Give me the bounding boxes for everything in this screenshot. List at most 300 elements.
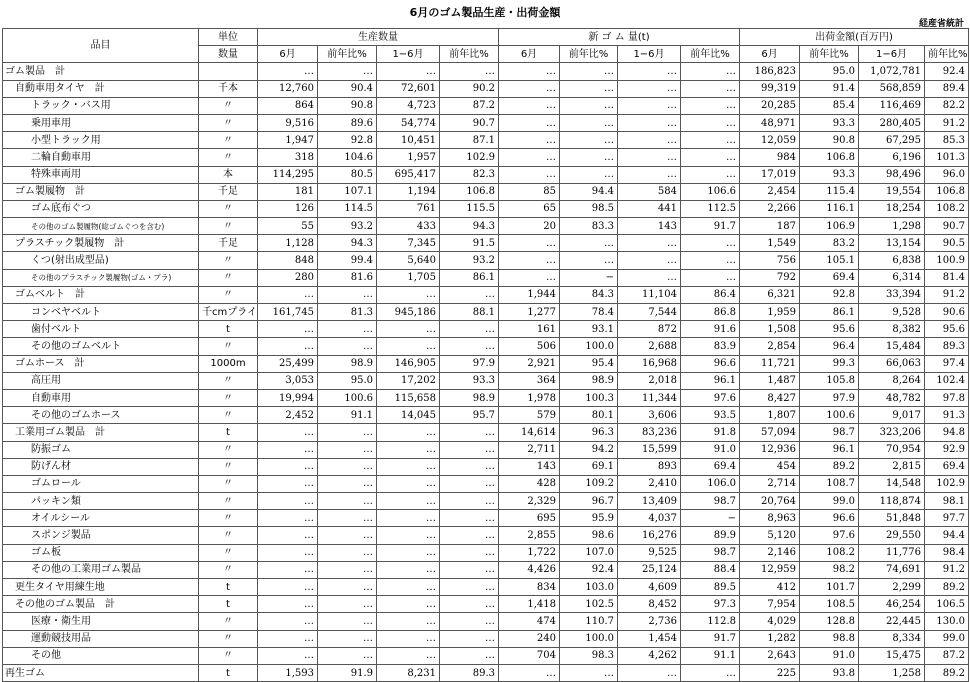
row-value-cell: 5,640 [377,252,440,269]
row-value-cell: 4,037 [618,510,681,527]
row-unit: 〃 [199,372,258,389]
row-value-cell: … [318,510,377,527]
row-value-cell: … [258,561,318,578]
header-sub: 6月 [740,46,800,63]
row-value-cell: … [377,286,440,303]
row-item-name: その他のプラスチック製履物(ゴム・プラ) [3,269,199,286]
row-value-cell: 88.4 [681,561,740,578]
row-value-cell: … [318,338,377,355]
row-value-cell: 90.8 [800,132,859,149]
row-value-cell: 96.4 [800,338,859,355]
row-value-cell: … [440,527,499,544]
row-value-cell: 8,382 [859,321,925,338]
row-value-cell: … [377,63,440,80]
row-value-cell: 18,254 [859,200,925,217]
row-value-cell: 91.0 [800,647,859,664]
header-sub: 前年比% [925,46,969,63]
row-value-cell: 9,017 [859,407,925,424]
row-value-cell: 96.6 [800,510,859,527]
row-value-cell: … [440,647,499,664]
row-value-cell: … [377,527,440,544]
row-value-cell: … [258,510,318,527]
row-value-cell: 13,154 [859,235,925,252]
row-value-cell: … [258,475,318,492]
row-item-name: 運動競技用品 [3,630,199,647]
row-item-name: 工業用ゴム製品 計 [3,424,199,441]
row-value-cell: 69.4 [925,458,969,475]
row-value-cell: … [440,561,499,578]
row-value-cell: 11,776 [859,544,925,561]
row-value-cell: … [560,664,618,681]
row-value-cell: 761 [377,200,440,217]
row-value-cell: 4,609 [618,579,681,596]
row-value-cell: … [377,493,440,510]
row-unit: 〃 [199,441,258,458]
table-row [3,630,969,647]
table-row [3,424,969,441]
row-value-cell: 98.7 [681,544,740,561]
row-value-cell: 115.5 [440,200,499,217]
row-item-name: 自動車用タイヤ 計 [3,80,199,97]
row-value-cell: 7,544 [618,304,681,321]
header-sub: 6月 [499,46,560,63]
row-value-cell: 82.2 [925,97,969,114]
row-value-cell: 100.0 [560,338,618,355]
row-value-cell: 19,994 [258,389,318,406]
row-value-cell: 1,282 [740,630,800,647]
row-value-cell: 106.9 [800,218,859,235]
row-value-cell: 91.5 [440,235,499,252]
row-value-cell: … [318,458,377,475]
row-value-cell: … [318,63,377,80]
row-value-cell: 82.3 [440,166,499,183]
table-row [3,458,969,475]
table-row [3,389,969,406]
row-value-cell: 83.2 [800,235,859,252]
table-row [3,269,969,286]
row-item-name: 高圧用 [3,372,199,389]
row-value-cell: … [318,596,377,613]
table-row [3,252,969,269]
row-value-cell: 107.1 [318,183,377,200]
row-value-cell: 187 [740,218,800,235]
row-value-cell: 98.6 [560,527,618,544]
row-value-cell: 12,936 [740,441,800,458]
table-row [3,372,969,389]
row-value-cell: 100.0 [560,630,618,647]
row-item-name: その他 [3,647,199,664]
row-value-cell: 93.3 [800,166,859,183]
row-value-cell: 146,905 [377,355,440,372]
row-value-cell: 89.6 [318,114,377,131]
row-value-cell: 91.0 [681,441,740,458]
row-unit: 〃 [199,475,258,492]
row-value-cell: 579 [499,407,560,424]
table-row [3,63,969,80]
row-value-cell: 83.9 [681,338,740,355]
row-value-cell: … [377,544,440,561]
row-value-cell: … [318,424,377,441]
row-value-cell: 792 [740,269,800,286]
row-value-cell: 318 [258,149,318,166]
row-value-cell: … [318,321,377,338]
table-row [3,613,969,630]
row-item-name: ゴム製品 計 [3,63,199,80]
row-value-cell: 2,711 [499,441,560,458]
row-value-cell: 695,417 [377,166,440,183]
row-value-cell: 2,643 [740,647,800,664]
row-value-cell: 22,445 [859,613,925,630]
row-value-cell: 98.9 [318,355,377,372]
row-value-cell: 323,206 [859,424,925,441]
row-value-cell: … [258,630,318,647]
row-value-cell: … [377,596,440,613]
row-value-cell: 872 [618,321,681,338]
row-value-cell: 115,658 [377,389,440,406]
row-value-cell: 1,418 [499,596,560,613]
row-value-cell: 100.6 [318,389,377,406]
row-value-cell: 2,410 [618,475,681,492]
row-value-cell: … [560,252,618,269]
row-value-cell: 87.2 [925,647,969,664]
row-value-cell: … [681,235,740,252]
row-value-cell: 55 [258,218,318,235]
row-unit: 1000m [199,355,258,372]
row-value-cell: 143 [499,458,560,475]
row-value-cell: 1,944 [499,286,560,303]
row-value-cell: 93.3 [440,372,499,389]
row-value-cell: 2,854 [740,338,800,355]
row-value-cell: 428 [499,475,560,492]
row-value-cell: 98.8 [800,630,859,647]
row-value-cell: 14,045 [377,407,440,424]
table-row [3,561,969,578]
row-value-cell: 51,848 [859,510,925,527]
row-unit: 〃 [199,510,258,527]
row-value-cell: 2,266 [740,200,800,217]
table-row [3,441,969,458]
row-value-cell: 1,807 [740,407,800,424]
row-value-cell: 78.4 [560,304,618,321]
row-value-cell: 984 [740,149,800,166]
row-value-cell: 105.1 [800,252,859,269]
row-value-cell: 69.1 [560,458,618,475]
row-value-cell: 17,202 [377,372,440,389]
row-value-cell: 108.2 [800,544,859,561]
row-value-cell: … [440,338,499,355]
row-value-cell: 1,298 [859,218,925,235]
row-value-cell: … [258,458,318,475]
row-value-cell: 1,072,781 [859,63,925,80]
row-value-cell: 91.9 [318,664,377,681]
row-value-cell: 89.3 [925,338,969,355]
row-value-cell: … [499,166,560,183]
row-value-cell: 16,276 [618,527,681,544]
header-row-1 [3,29,969,46]
table-row [3,200,969,217]
table-row [3,286,969,303]
row-value-cell: … [318,579,377,596]
row-value-cell: 106.0 [681,475,740,492]
row-value-cell: 80.1 [560,407,618,424]
row-value-cell: 97.4 [925,355,969,372]
row-value-cell: 2,454 [740,183,800,200]
row-value-cell: − [560,269,618,286]
row-value-cell: 98.9 [560,372,618,389]
row-value-cell: 96.1 [681,372,740,389]
row-value-cell: … [318,613,377,630]
row-value-cell: 2,299 [859,579,925,596]
row-value-cell: … [618,269,681,286]
row-value-cell: 100.9 [925,252,969,269]
row-value-cell: 69.4 [800,269,859,286]
row-unit: 本 [199,166,258,183]
table-row [3,132,969,149]
header-sub: 前年比% [318,46,377,63]
row-value-cell: 95.7 [440,407,499,424]
row-value-cell: … [377,561,440,578]
row-value-cell: … [618,114,681,131]
header-sub: 前年比% [560,46,618,63]
row-value-cell: 12,760 [258,80,318,97]
row-item-name: オイルシール [3,510,199,527]
row-item-name: 小型トラック用 [3,132,199,149]
row-value-cell: 96.3 [560,424,618,441]
row-unit [199,63,258,80]
row-value-cell: 16,968 [618,355,681,372]
row-value-cell: 84.3 [560,286,618,303]
table-row [3,149,969,166]
row-value-cell: … [318,475,377,492]
row-value-cell: … [499,235,560,252]
row-value-cell: 15,475 [859,647,925,664]
row-value-cell: 2,688 [618,338,681,355]
row-item-name: 自動車用 [3,389,199,406]
row-value-cell: … [499,97,560,114]
row-value-cell: 102.5 [560,596,618,613]
row-value-cell: 1,258 [859,664,925,681]
row-value-cell: 364 [499,372,560,389]
row-value-cell: 98.5 [560,200,618,217]
row-value-cell: 1,957 [377,149,440,166]
row-value-cell: 8,264 [859,372,925,389]
row-value-cell: 103.0 [560,579,618,596]
row-value-cell: … [560,114,618,131]
row-unit: 千本 [199,80,258,97]
row-value-cell: 94.2 [560,441,618,458]
row-value-cell: … [318,630,377,647]
row-value-cell: 90.4 [318,80,377,97]
row-value-cell: 95.0 [800,63,859,80]
row-value-cell: … [258,647,318,664]
row-value-cell: 8,452 [618,596,681,613]
row-value-cell: 12,959 [740,561,800,578]
row-value-cell: 6,196 [859,149,925,166]
row-value-cell: … [377,321,440,338]
row-value-cell: 96.0 [925,166,969,183]
row-value-cell: … [681,664,740,681]
row-value-cell: 106.6 [681,183,740,200]
row-value-cell: 92.9 [925,441,969,458]
row-unit: 〃 [199,97,258,114]
row-value-cell: 57,094 [740,424,800,441]
row-unit: 〃 [199,286,258,303]
row-value-cell: … [318,527,377,544]
row-unit: t [199,321,258,338]
row-value-cell: … [560,235,618,252]
row-value-cell: 186,823 [740,63,800,80]
row-value-cell: 506 [499,338,560,355]
row-value-cell: … [499,269,560,286]
row-value-cell: 106.8 [440,183,499,200]
row-value-cell: 2,855 [499,527,560,544]
row-value-cell: 101.3 [925,149,969,166]
row-value-cell: 13,409 [618,493,681,510]
row-value-cell: 15,599 [618,441,681,458]
row-value-cell: … [560,97,618,114]
row-item-name: パッキン類 [3,493,199,510]
row-value-cell: 96.7 [560,493,618,510]
row-item-name: ゴム底布ぐつ [3,200,199,217]
row-value-cell: 20 [499,218,560,235]
row-value-cell: … [618,132,681,149]
row-value-cell: 8,963 [740,510,800,527]
row-value-cell: 128.8 [800,613,859,630]
table-row [3,97,969,114]
row-value-cell: 2,714 [740,475,800,492]
row-value-cell: … [440,458,499,475]
row-value-cell: 8,427 [740,389,800,406]
row-value-cell: … [318,493,377,510]
row-value-cell: 1,277 [499,304,560,321]
row-value-cell: 94.4 [560,183,618,200]
row-value-cell: 99.3 [800,355,859,372]
table-row [3,80,969,97]
row-value-cell: … [440,286,499,303]
row-value-cell: … [499,63,560,80]
header-unit-top: 単位 [199,29,258,46]
row-value-cell: … [560,63,618,80]
row-value-cell: 143 [618,218,681,235]
row-value-cell: … [681,114,740,131]
row-value-cell: 98.7 [800,424,859,441]
row-value-cell: 67,295 [859,132,925,149]
row-value-cell: 91.8 [681,424,740,441]
row-value-cell: 98.9 [440,389,499,406]
row-unit: 〃 [199,200,258,217]
row-value-cell: … [318,561,377,578]
row-value-cell: 1,947 [258,132,318,149]
report-title: 6月のゴム製品生産・出荷金額 [409,6,561,19]
table-row [3,235,969,252]
row-value-cell: … [440,63,499,80]
row-item-name: 特殊車両用 [3,166,199,183]
row-unit: 〃 [199,218,258,235]
row-value-cell: 19,554 [859,183,925,200]
row-value-cell: 102.9 [440,149,499,166]
table-row [3,647,969,664]
row-value-cell: 48,971 [740,114,800,131]
row-value-cell: 65 [499,200,560,217]
row-value-cell: 848 [258,252,318,269]
row-unit: 〃 [199,132,258,149]
table-row [3,355,969,372]
row-value-cell: 280 [258,269,318,286]
table-row [3,114,969,131]
row-value-cell: 99,319 [740,80,800,97]
row-value-cell: 4,029 [740,613,800,630]
row-value-cell: … [377,510,440,527]
row-value-cell: … [440,544,499,561]
row-value-cell: 4,426 [499,561,560,578]
row-item-name: ゴム板 [3,544,199,561]
row-value-cell: 8,334 [859,630,925,647]
row-value-cell: 91.2 [925,561,969,578]
table-row [3,407,969,424]
row-value-cell: 98.3 [560,647,618,664]
row-value-cell: 95.4 [560,355,618,372]
row-value-cell: 2,736 [618,613,681,630]
row-value-cell: 7,954 [740,596,800,613]
row-value-cell: 66,063 [859,355,925,372]
row-value-cell: 130.0 [925,613,969,630]
production-table [2,28,969,682]
row-value-cell: 1,593 [258,664,318,681]
row-value-cell: 93.2 [318,218,377,235]
row-value-cell: … [560,149,618,166]
row-value-cell: 2,452 [258,407,318,424]
table-row [3,510,969,527]
row-item-name: 乗用車用 [3,114,199,131]
row-value-cell: 86.4 [681,286,740,303]
row-value-cell: 54,774 [377,114,440,131]
row-value-cell: 1,508 [740,321,800,338]
row-value-cell: 25,499 [258,355,318,372]
row-unit: 千cmプライ [199,304,258,321]
row-value-cell: … [681,149,740,166]
row-item-name: トラック・バス用 [3,97,199,114]
row-unit: 〃 [199,114,258,131]
row-value-cell: − [681,510,740,527]
row-value-cell: 100.3 [560,389,618,406]
header-item: 品目 [3,29,199,63]
row-value-cell: 94.4 [925,527,969,544]
table-row [3,338,969,355]
row-value-cell: … [560,80,618,97]
row-value-cell: 1,487 [740,372,800,389]
row-value-cell: 2,921 [499,355,560,372]
row-value-cell: … [258,338,318,355]
row-value-cell: 2,329 [499,493,560,510]
row-value-cell: 108.2 [925,200,969,217]
header-sub: 1−6月 [377,46,440,63]
row-value-cell: 102.4 [925,372,969,389]
row-value-cell: 2,815 [859,458,925,475]
row-value-cell: 454 [740,458,800,475]
row-value-cell: 2,146 [740,544,800,561]
row-value-cell: … [618,252,681,269]
row-value-cell: 86.8 [681,304,740,321]
row-value-cell: 1,194 [377,183,440,200]
row-value-cell: 101.7 [800,579,859,596]
row-value-cell: 90.7 [925,218,969,235]
row-item-name: 防げん材 [3,458,199,475]
row-unit: t [199,664,258,681]
row-value-cell: … [440,510,499,527]
row-unit: 〃 [199,338,258,355]
row-value-cell: 112.8 [681,613,740,630]
row-value-cell: 91.7 [681,218,740,235]
